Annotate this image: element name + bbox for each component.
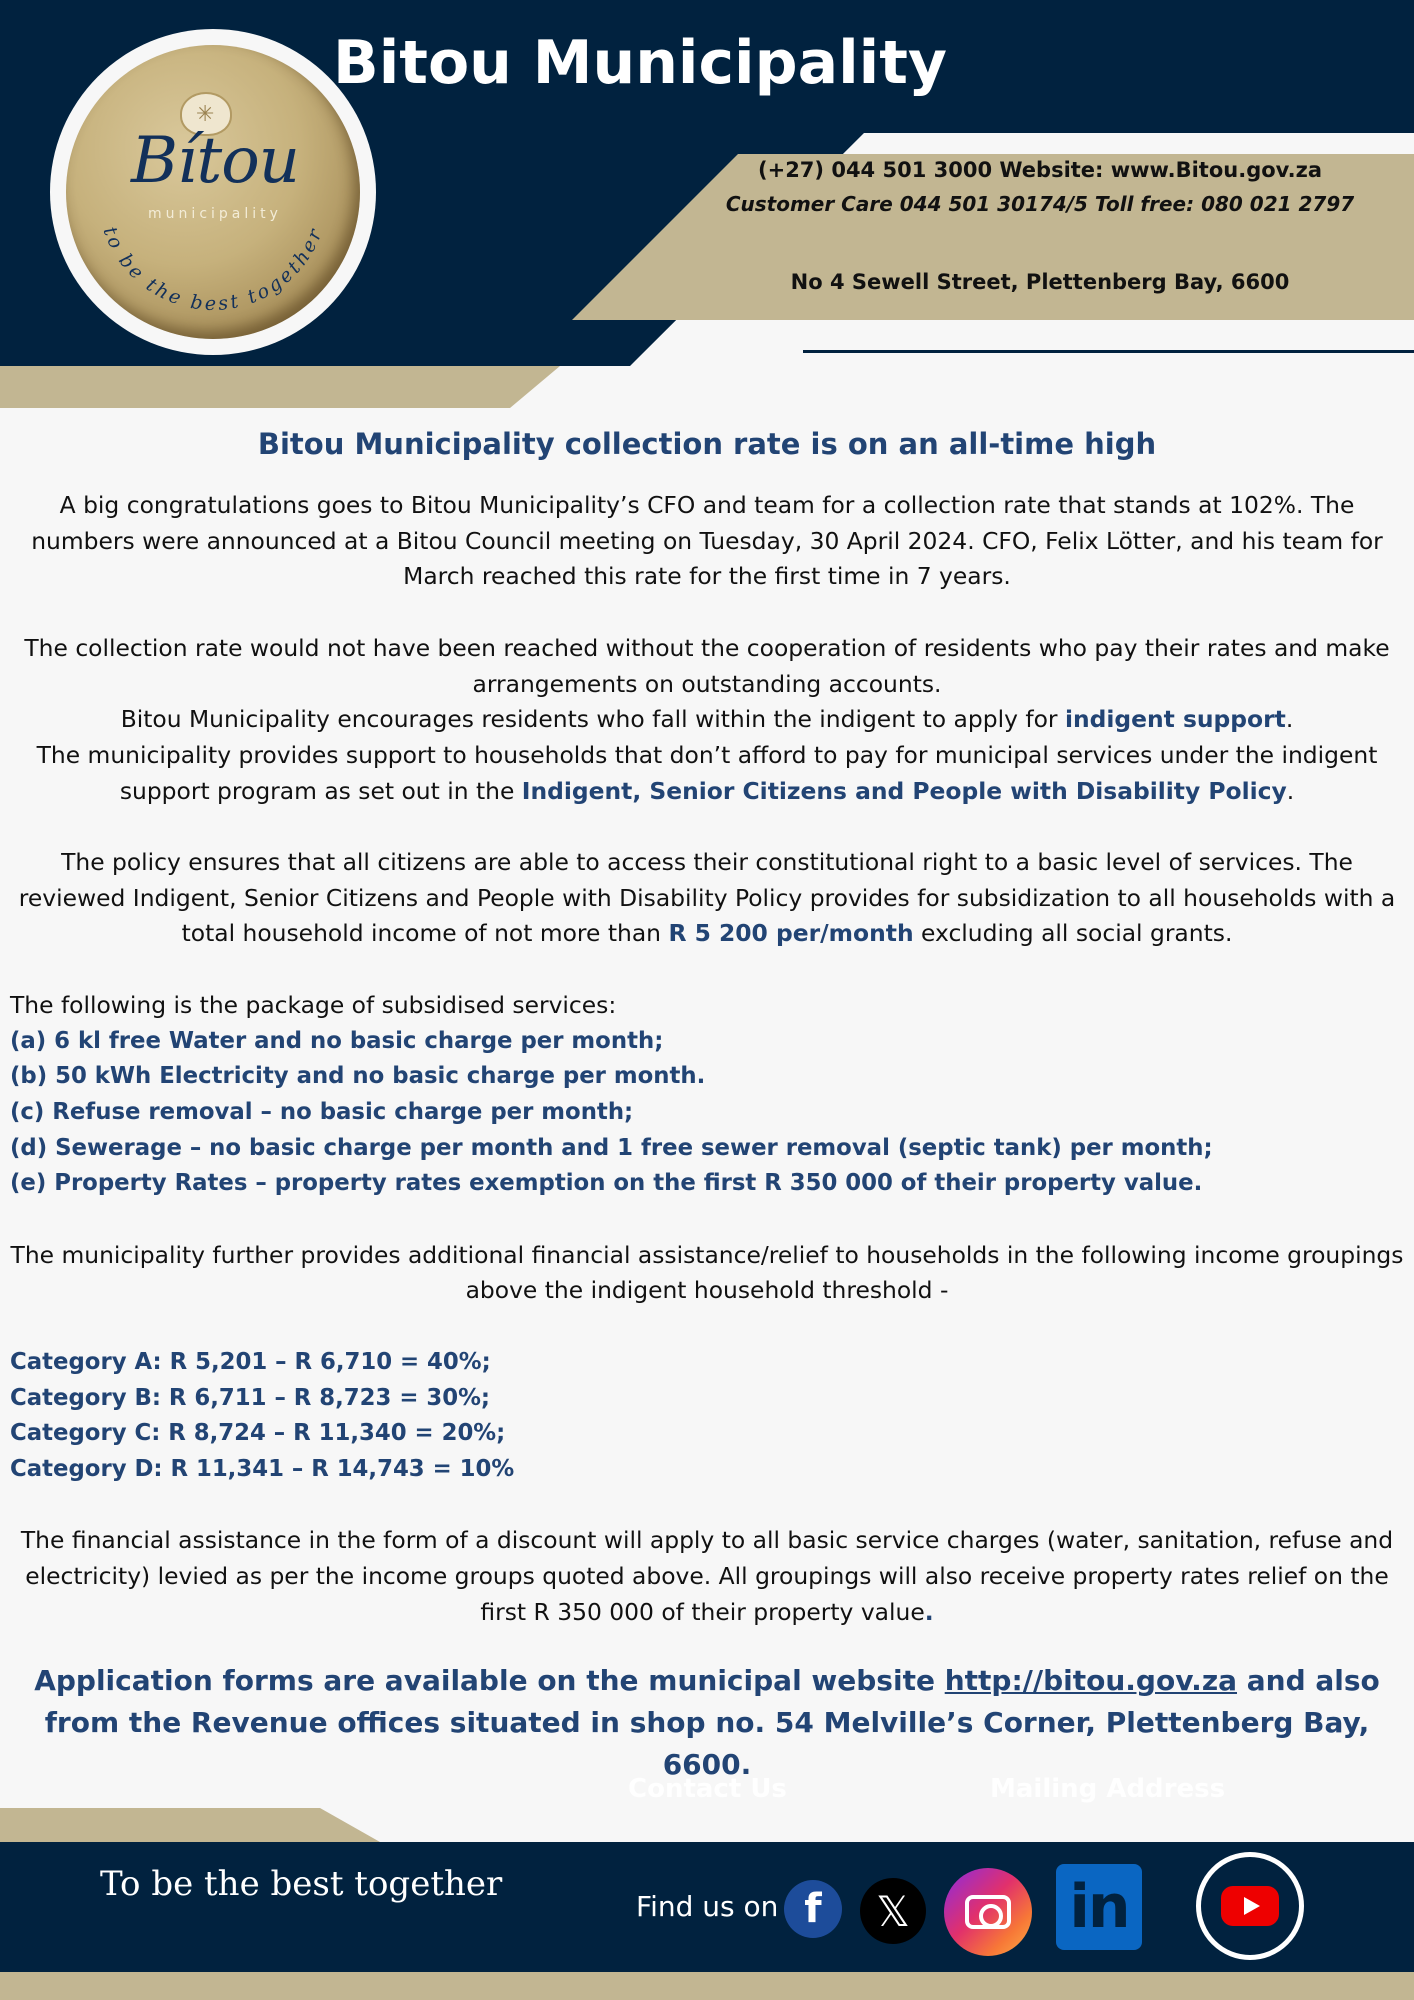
paragraph-cooperation: The collection rate would not have been reached without the cooperation of residents who pay their rates and make arrangements on outstanding accounts. [24,633,1390,698]
website-link[interactable]: http://bitou.gov.za [944,1664,1238,1698]
application-forms-note: Application forms are available on the municipal website http://bitou.gov.za and also from the Revenue offices situated in shop no. 54 Melville’s Corner, Plettenberg Bay, 6600. [34,1664,1380,1782]
article-body [10,424,1404,1786]
list-item: (a) 6 kl free Water and no basic charge per month; [10,1027,664,1054]
income-threshold: R 5 200 per/month [668,919,914,948]
article-headline: Bitou Municipality collection rate is on an all-time high [257,427,1157,461]
paragraph-congratulations: A big congratulations goes to Bitou Municipality’s CFO and team for a collection rate that stands at 102%. The numbers were announced at a Bitou Council meeting on Tuesday, 30 April 2024. CFO, Felix Lötter, and his team for March reached this rate for the first time in 7 years. [31,491,1383,591]
paragraph-policy: The policy ensures that all citizens are able to access their constitutional right to a basic level of services. The reviewed Indigent, Senior Citizens and People with Disability Policy provides for subsidization to all households with a total household income of not more than R 5 200 per/month excluding all social grants. [18,848,1396,948]
facebook-icon[interactable]: f [784,1880,842,1938]
contact-us-heading: Contact Us [628,1774,787,1804]
paragraph-support-program: The municipality provides support to households that don’t afford to pay for municipal services under the indigent support program as set out in the Indigent, Senior Citizens and People with Disability Policy. [36,740,1378,805]
header-divider-line [803,350,1414,353]
footer-slogan: To be the best together [100,1864,503,1904]
footer-tan-bottom [0,1972,1414,2000]
youtube-icon[interactable] [1196,1852,1304,1960]
paragraph-additional-relief: The municipality further provides additional financial assistance/relief to households in the following income groupings above the indigent household threshold - [10,1240,1404,1305]
phone-website-line: (+27) 044 501 3000 Website: www.Bitou.gov.za [758,158,1322,182]
find-us-label: Find us on [636,1890,779,1923]
header-tan-strip [0,366,560,408]
category-item: Category A: R 5,201 – R 6,710 = 40%; [10,1348,491,1375]
svg-text:to be the best together [99,224,328,315]
category-item: Category D: R 11,341 – R 14,743 = 10% [10,1455,515,1482]
logo-motto: to be the best together [98,223,328,316]
paragraph-discount: The financial assistance in the form of a discount will apply to all basic service charges (water, sanitation, refuse and electricity) levied as per the income groups quoted above. All groupings will also receive property rates relief on the first R 350 000 of their property value. [20,1526,1394,1626]
category-item: Category B: R 6,711 – R 8,723 = 30%; [10,1384,491,1411]
logo-wordmark: Bítou [131,124,299,198]
footer-tan-strip [0,1808,380,1842]
list-item: (e) Property Rates – property rates exemption on the first R 350 000 of their property value. [10,1170,1203,1197]
list-item: (c) Refuse removal – no basic charge per month; [10,1098,634,1125]
category-item: Category C: R 8,724 – R 11,340 = 20%; [10,1420,506,1447]
list-item: (d) Sewerage – no basic charge per month and 1 free sewer removal (septic tank) per month; [10,1134,1213,1161]
customer-care-line: Customer Care 044 501 30174/5 Toll free: 080 021 2797 [725,192,1355,216]
package-intro: The following is the package of subsidised services: [10,990,617,1019]
instagram-icon[interactable] [944,1868,1032,1956]
linkedin-icon[interactable]: in [1056,1864,1142,1950]
address-line: No 4 Sewell Street, Plettenberg Bay, 6600 [790,270,1290,294]
page-title: Bitou Municipality [332,28,947,98]
list-item: (b) 50 kWh Electricity and no basic charge per month. [10,1063,706,1090]
indigent-policy-link[interactable]: Indigent, Senior Citizens and People with Disability Policy [521,776,1287,805]
indigent-support-link[interactable]: indigent support [1064,705,1286,734]
logo-subtitle: municipality [148,206,282,222]
mailing-address-heading: Mailing Address [990,1774,1226,1804]
x-icon[interactable]: 𝕏 [860,1878,926,1944]
paragraph-indigent-apply: Bitou Municipality encourages residents who fall within the indigent to apply for indigent support. [120,705,1294,734]
